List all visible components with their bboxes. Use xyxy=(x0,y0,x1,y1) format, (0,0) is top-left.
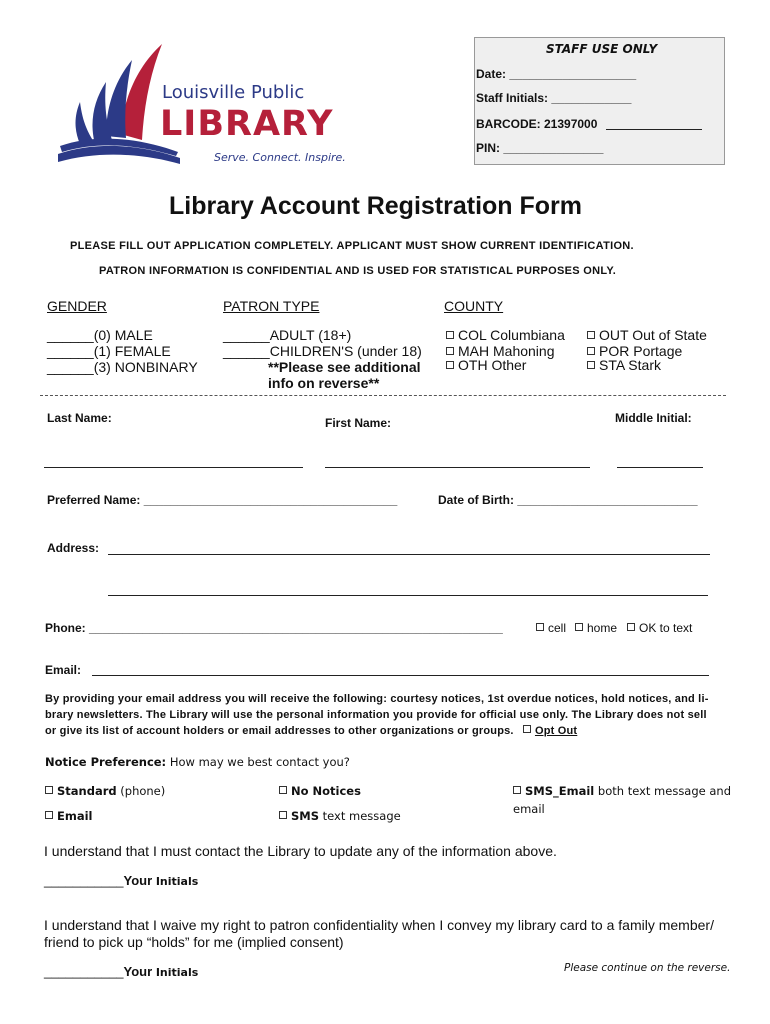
checkbox-icon[interactable] xyxy=(446,347,454,355)
county-col-label: COL Columbiana xyxy=(458,327,565,343)
gender-nonbinary[interactable]: ______(3) NONBINARY xyxy=(47,359,198,375)
county-out-label: OUT Out of State xyxy=(599,327,707,343)
checkbox-icon[interactable] xyxy=(575,623,583,631)
pref-sms-email-note-1: both text message and xyxy=(597,784,732,798)
library-logo xyxy=(50,36,360,168)
county-col[interactable] xyxy=(446,327,565,343)
dob-field[interactable]: Date of Birth: ___________________________ xyxy=(438,493,698,507)
staff-date: Date: ___________________ xyxy=(476,67,637,81)
gender-header: GENDER xyxy=(47,298,107,314)
pref-sms[interactable] xyxy=(279,809,401,823)
checkbox-icon[interactable] xyxy=(523,725,531,733)
phone-field[interactable]: Phone: ______________________________________________________________ xyxy=(45,621,503,635)
county-oth-label: OTH Other xyxy=(458,357,527,373)
initials-1[interactable] xyxy=(44,873,198,888)
notice-preference-question: How may we best contact you? xyxy=(169,755,350,769)
pref-no-notices-label: No Notices xyxy=(291,784,361,798)
pref-no-notices[interactable] xyxy=(279,784,361,798)
initials-2-your: Your xyxy=(123,964,153,979)
checkbox-icon[interactable] xyxy=(279,786,287,794)
first-name-label: First Name: xyxy=(325,416,392,430)
staff-pin: PIN: _______________ xyxy=(476,141,604,155)
phone-text-option[interactable] xyxy=(627,621,692,635)
patron-note-2: info on reverse** xyxy=(268,375,380,391)
pref-standard-note: (phone) xyxy=(120,784,166,798)
pref-sms-email-note-2: email xyxy=(513,802,545,816)
county-out[interactable] xyxy=(587,327,707,343)
patron-adult[interactable]: ______ADULT (18+) xyxy=(223,327,352,343)
notice-preference xyxy=(45,755,350,769)
checkbox-icon[interactable] xyxy=(446,361,454,369)
email-label: Email: xyxy=(45,663,82,677)
email-disclosure-2: brary newsletters. The Library will use the personal information you provide for official use only. The Library does not sell xyxy=(45,709,707,721)
logo-name: Louisville Public xyxy=(162,82,305,103)
update-statement: I understand that I must contact the Library to update any of the information above. xyxy=(44,843,557,859)
checkbox-icon[interactable] xyxy=(587,331,595,339)
email-field[interactable] xyxy=(92,664,709,676)
initials-2[interactable] xyxy=(44,964,198,979)
pref-standard[interactable] xyxy=(45,784,165,798)
waive-statement-2: friend to pick up “holds” for me (implied consent) xyxy=(44,934,344,950)
barcode-line xyxy=(606,117,702,130)
initials-2-label: Initials xyxy=(155,966,199,979)
checkbox-icon[interactable] xyxy=(587,361,595,369)
form-title: Library Account Registration Form xyxy=(169,192,583,220)
checkbox-icon[interactable] xyxy=(536,623,544,631)
patron-note-1: **Please see additional xyxy=(268,359,421,375)
logo-library: LIBRARY xyxy=(160,104,334,144)
address-field-2[interactable] xyxy=(108,584,708,596)
initials-2-blank[interactable]: ___________ xyxy=(44,964,124,979)
initials-1-blank[interactable]: ___________ xyxy=(44,873,124,888)
checkbox-icon[interactable] xyxy=(279,811,287,819)
patron-type-header: PATRON TYPE xyxy=(223,298,320,314)
pref-email-label: Email xyxy=(57,809,93,823)
checkbox-icon[interactable] xyxy=(45,786,53,794)
county-por-label: POR Portage xyxy=(599,343,683,359)
address-field-1[interactable] xyxy=(108,543,710,555)
checkbox-icon[interactable] xyxy=(446,331,454,339)
opt-out-option[interactable] xyxy=(523,725,577,737)
county-sta-label: STA Stark xyxy=(599,357,661,373)
county-oth[interactable] xyxy=(446,357,526,373)
opt-out-label: Opt Out xyxy=(534,725,578,737)
section-divider xyxy=(40,395,726,396)
phone-text-label: OK to text xyxy=(639,621,693,635)
patron-children[interactable]: ______CHILDREN'S (under 18) xyxy=(223,343,422,359)
staff-barcode: BARCODE: 21397000 xyxy=(476,117,598,131)
initials-1-your: Your xyxy=(123,873,153,888)
staff-initials: Staff Initials: ____________ xyxy=(476,91,632,105)
gender-male[interactable]: ______(0) MALE xyxy=(47,327,153,343)
pref-sms-email-label: SMS_Email xyxy=(525,784,595,798)
phone-cell-option[interactable] xyxy=(536,621,566,635)
pref-sms-label: SMS xyxy=(291,809,320,823)
county-sta[interactable] xyxy=(587,357,661,373)
middle-initial-label: Middle Initial: xyxy=(615,411,692,425)
pref-email[interactable] xyxy=(45,809,92,823)
last-name-field[interactable] xyxy=(44,456,303,468)
phone-home-label: home xyxy=(587,621,618,635)
pref-sms-email[interactable] xyxy=(513,784,731,798)
phone-home-option[interactable] xyxy=(575,621,617,635)
last-name-label: Last Name: xyxy=(47,411,112,425)
logo-tagline: Serve. Connect. Inspire. xyxy=(214,151,346,164)
continue-note: Please continue on the reverse. xyxy=(564,962,731,974)
preferred-name-field[interactable]: Preferred Name: ______________________________________ xyxy=(47,493,398,507)
first-name-field[interactable] xyxy=(325,456,590,468)
checkbox-icon[interactable] xyxy=(45,811,53,819)
email-disclosure-3 xyxy=(45,724,577,740)
email-disclosure-3-text: or give its list of account holders or email addresses to other organizations or groups. xyxy=(45,725,514,737)
county-mah-label: MAH Mahoning xyxy=(458,343,555,359)
initials-1-label: Initials xyxy=(155,875,199,888)
middle-initial-field[interactable] xyxy=(617,456,703,468)
notice-preference-label: Notice Preference: xyxy=(45,755,167,769)
county-header: COUNTY xyxy=(444,298,504,314)
staff-title: STAFF USE ONLY xyxy=(546,42,658,56)
notice-identification: PLEASE FILL OUT APPLICATION COMPLETELY. APPLICANT MUST SHOW CURRENT IDENTIFICATION. xyxy=(70,240,634,252)
gender-female[interactable]: ______(1) FEMALE xyxy=(47,343,171,359)
pref-standard-label: Standard xyxy=(57,784,117,798)
phone-cell-label: cell xyxy=(548,621,567,635)
email-disclosure-1: By providing your email address you will receive the following: courtesy notices, 1st overdue notices, hold notices, and li- xyxy=(45,693,709,705)
checkbox-icon[interactable] xyxy=(587,347,595,355)
pref-sms-note: text message xyxy=(322,809,401,823)
notice-confidential: PATRON INFORMATION IS CONFIDENTIAL AND IS USED FOR STATISTICAL PURPOSES ONLY. xyxy=(99,265,617,277)
address-label: Address: xyxy=(47,541,100,555)
checkbox-icon[interactable] xyxy=(627,623,635,631)
checkbox-icon[interactable] xyxy=(513,786,521,794)
waive-statement-1: I understand that I waive my right to patron confidentiality when I convey my library card to a family member/ xyxy=(44,917,714,933)
